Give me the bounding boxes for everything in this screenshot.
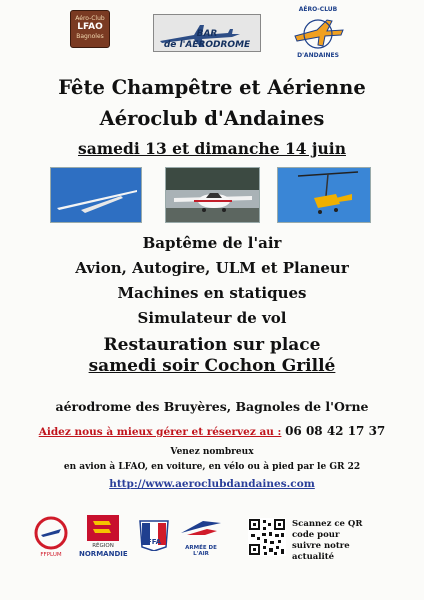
aero-logo-line1: AÉRO-CLUB: [298, 6, 338, 13]
ffplum-label: FFPLUM: [40, 552, 62, 558]
activity-restauration: Restauration sur place: [103, 335, 321, 355]
title-line1: Fête Champêtre et Aérienne: [58, 76, 366, 99]
aeroclub-andaines-logo: [287, 8, 349, 60]
glider-photo: [50, 167, 142, 223]
glider-icon: [51, 168, 142, 223]
bar-logo-line1: BAR: [196, 29, 218, 39]
title-line2: Aéroclub d'Andaines: [99, 107, 325, 130]
ffa-logo: [136, 515, 172, 559]
event-location: aérodrome des Bruyères, Bagnoles de l'Orne: [55, 399, 369, 414]
region-line1: RÉGION: [92, 543, 114, 549]
region-normandie-logo: [79, 515, 127, 559]
autogyro-photo: [277, 167, 371, 223]
lfao-logo-line3: Bagnoles: [76, 33, 104, 40]
event-date: samedi 13 et dimanche 14 juin: [78, 139, 346, 158]
qr-code[interactable]: [248, 518, 286, 556]
ffplum-icon: [33, 515, 69, 551]
lfao-logo-line1: Aéro-Club: [75, 15, 105, 22]
armee-label: ARMÉE DE L'AIR: [185, 545, 217, 557]
autogyro-icon: [278, 168, 371, 223]
qr-code-icon: [248, 518, 286, 556]
come-text: Venez nombreux: [170, 447, 254, 457]
activity-simulateur: Simulateur de vol: [137, 309, 287, 327]
website-link[interactable]: http://www.aeroclubdandaines.com: [109, 478, 315, 490]
qr-caption: Scannez ce QR code pour suivre notre actualité: [292, 519, 363, 562]
ffa-label: FFA: [146, 538, 162, 546]
region-line2: NORMANDIE: [79, 550, 128, 558]
airplane-icon: [166, 168, 260, 223]
activity-machines-types: Avion, Autogire, ULM et Planeur: [75, 259, 349, 277]
lfao-logo: [70, 10, 110, 48]
activity-cochon-grille: samedi soir Cochon Grillé: [88, 356, 336, 376]
lfao-logo-line2: LFAO: [77, 22, 103, 32]
armee-de-l-air-logo: [177, 515, 225, 559]
phone-number[interactable]: 06 08 42 17 37: [285, 424, 386, 438]
transport-text: en avion à LFAO, en voiture, en vélo ou à pied par le GR 22: [63, 462, 361, 472]
phone-line: [0, 424, 424, 439]
bar-logo-line2: de l'AERODROME: [163, 40, 251, 50]
armee-wing-icon: [177, 515, 225, 543]
aero-logo-line2: D'ANDAINES: [297, 52, 339, 59]
phone-prompt: Aidez nous à mieux gérer et réservez au :: [38, 426, 282, 438]
normandie-lions-icon: [79, 515, 127, 541]
activity-statiques: Machines en statiques: [117, 284, 307, 302]
activity-bapteme: Baptême de l'air: [142, 234, 282, 252]
airplane-photo: [165, 167, 260, 223]
bar-aerodrome-logo: [153, 14, 261, 52]
ffplum-logo: [33, 515, 69, 559]
